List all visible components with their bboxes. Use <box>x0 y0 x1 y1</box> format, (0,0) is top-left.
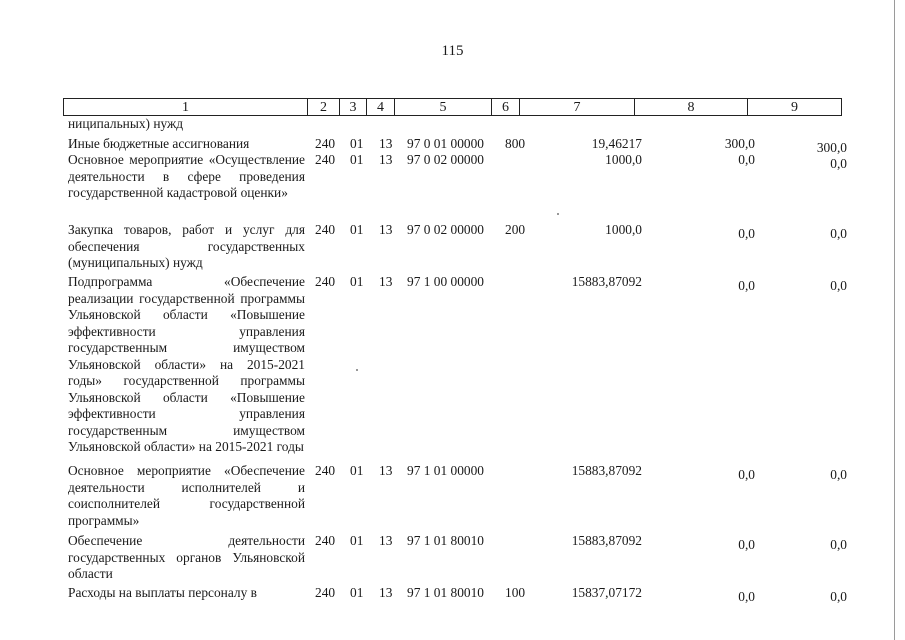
table-header <box>63 98 842 116</box>
row-value-col8: 0,0 <box>738 226 755 241</box>
row-value-col9: 0,0 <box>830 226 847 241</box>
row-description: Основное мероприятие «Обеспечение деятельности исполнителей и соисполнителей государственной программы» <box>68 463 305 528</box>
header-col-3: 3 <box>340 99 367 115</box>
row-cs-code: 97 0 01 00000 <box>407 136 484 151</box>
row-pr-code: 13 <box>379 274 393 289</box>
row-pr-code: 13 <box>379 222 393 237</box>
row-value-col7: 1000,0 <box>605 222 642 237</box>
row-rz-code: 01 <box>350 222 364 237</box>
page-number: 115 <box>441 43 464 59</box>
row-value-col7: 15837,07172 <box>571 585 642 600</box>
row-vr-code: 800 <box>505 136 526 151</box>
row-gr-code: 240 <box>315 463 336 478</box>
row-value-col9: 0,0 <box>830 589 847 604</box>
row-vr-code: 100 <box>505 585 526 600</box>
row-value-col9: 0,0 <box>830 156 847 171</box>
row-rz-code: 01 <box>350 585 364 600</box>
header-col-1: 1 <box>64 99 308 115</box>
row-value-col9: 300,0 <box>816 140 847 155</box>
row-value-col7: 15883,87092 <box>571 533 642 548</box>
header-col-8: 8 <box>635 99 748 115</box>
scan-speck <box>557 213 559 215</box>
row-value-col9: 0,0 <box>830 537 847 552</box>
header-col-6: 6 <box>492 99 520 115</box>
header-col-4: 4 <box>367 99 395 115</box>
row-value-col9: 0,0 <box>830 467 847 482</box>
row-value-col8: 300,0 <box>724 136 755 151</box>
row-cs-code: 97 1 01 80010 <box>407 585 484 600</box>
row-pr-code: 13 <box>379 463 393 478</box>
row-cs-code: 97 1 01 00000 <box>407 463 484 478</box>
row-value-col8: 0,0 <box>738 589 755 604</box>
row-pr-code: 13 <box>379 585 393 600</box>
row-gr-code: 240 <box>315 585 336 600</box>
row-cs-code: 97 1 01 80010 <box>407 533 484 548</box>
row-description: Иные бюджетные ассигнования <box>68 136 250 151</box>
header-col-5: 5 <box>395 99 492 115</box>
row-value-col8: 0,0 <box>738 537 755 552</box>
header-col-2: 2 <box>308 99 340 115</box>
row-rz-code: 01 <box>350 274 364 289</box>
header-col-7: 7 <box>520 99 635 115</box>
row-description: Закупка товаров, работ и услуг для обеспечения государственных (муниципальных) нужд <box>68 222 305 270</box>
row-gr-code: 240 <box>315 222 336 237</box>
row-description: Расходы на выплаты персоналу в <box>68 585 257 600</box>
row-value-col8: 0,0 <box>738 467 755 482</box>
row-rz-code: 01 <box>350 136 364 151</box>
row-cs-code: 97 1 00 00000 <box>407 274 484 289</box>
scan-speck <box>356 369 358 371</box>
row-value-col7: 15883,87092 <box>571 463 642 478</box>
page-edge <box>894 0 895 640</box>
row-value-col7: 15883,87092 <box>571 274 642 289</box>
row-cs-code: 97 0 02 00000 <box>407 222 484 237</box>
row-value-col7: 19,46217 <box>591 136 642 151</box>
row-vr-code: 200 <box>505 222 526 237</box>
row-value-col9: 0,0 <box>830 278 847 293</box>
row-pr-code: 13 <box>379 152 393 167</box>
row-rz-code: 01 <box>350 533 364 548</box>
row-gr-code: 240 <box>315 533 336 548</box>
row-pr-code: 13 <box>379 533 393 548</box>
row-cs-code: 97 0 02 00000 <box>407 152 484 167</box>
row-description: Подпрограмма «Обеспечение реализации государственной программы Ульяновской области «Повышение эффективности управления государственным имуществом Ульяновской области» на 2015-2021 годы» государственной программы Ульяновской области «Повышение эффективности управления государственным имуществом Ульяновской области» на 2015-2021 годы <box>68 274 305 454</box>
row-description: ниципальных) нужд <box>68 116 184 131</box>
row-gr-code: 240 <box>315 136 336 151</box>
row-pr-code: 13 <box>379 136 393 151</box>
row-description: Основное мероприятие «Осуществление деятельности в сфере проведения государственной кадастровой оценки» <box>68 152 305 200</box>
row-value-col8: 0,0 <box>738 152 755 167</box>
row-value-col8: 0,0 <box>738 278 755 293</box>
header-col-9: 9 <box>791 100 798 115</box>
row-description: Обеспечение деятельности государственных органов Ульяновской области <box>68 533 305 581</box>
row-value-col7: 1000,0 <box>605 152 642 167</box>
row-rz-code: 01 <box>350 463 364 478</box>
row-gr-code: 240 <box>315 152 336 167</box>
row-gr-code: 240 <box>315 274 336 289</box>
row-rz-code: 01 <box>350 152 364 167</box>
